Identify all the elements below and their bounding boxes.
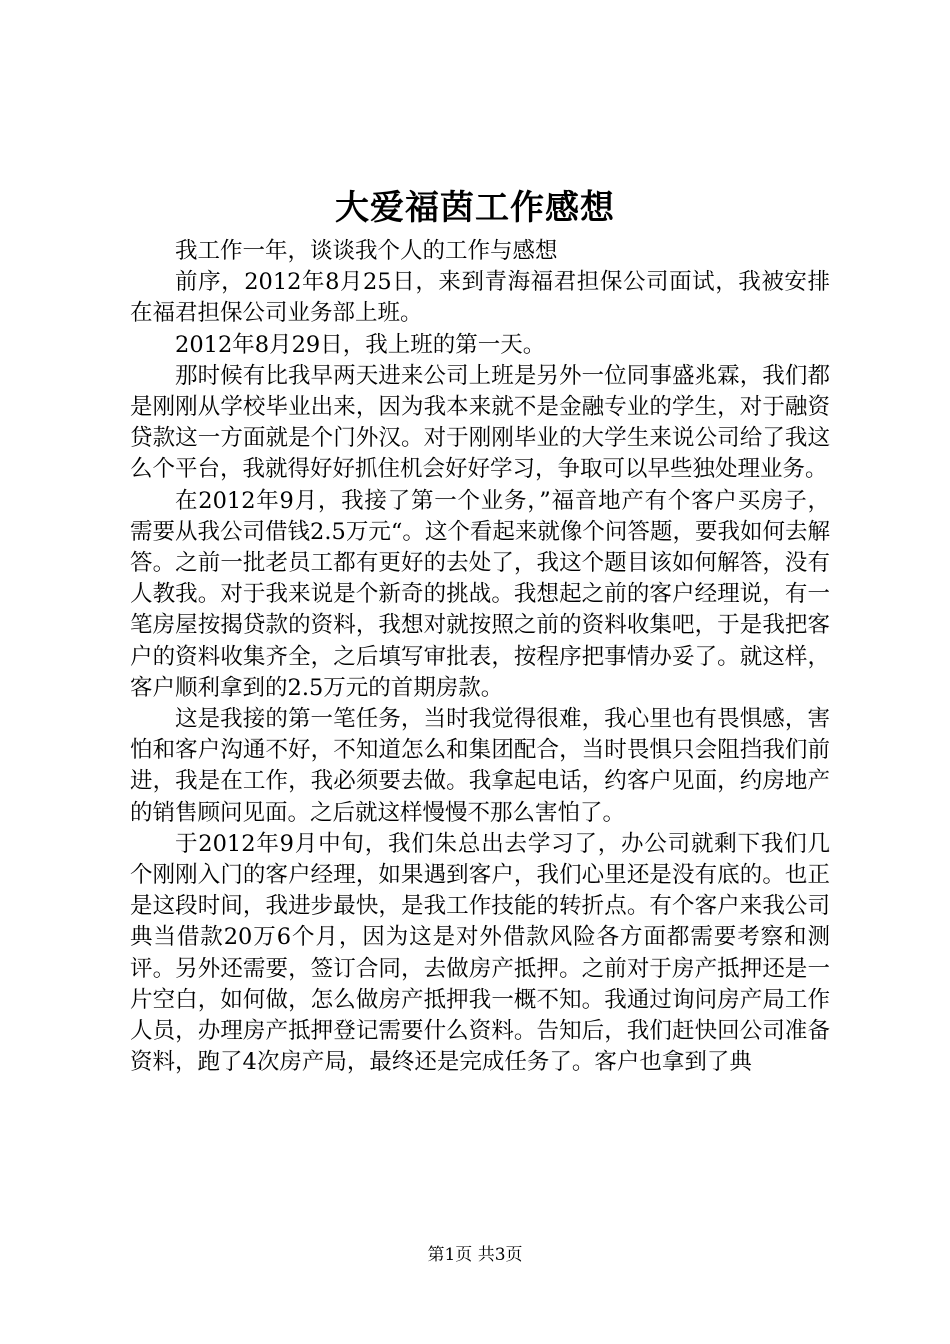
document-title: 大爱福茵工作感想 [335,188,615,228]
paragraph: 2012年8月29日，我上班的第一天。 [175,331,546,358]
paragraph: 在2012年9月，我接了第一个业务，”福音地产有个客户买房子，需要从我公司借钱2.5万元“。这个看起来就像个问答题，要我如何去解答。之前一批老员工都有更好的去处了，我这个题目该如何解答，没有人教我。对于我来说是个新奇的挑战。我想起之前的客户经理说，有一笔房屋按揭贷款的资料，我想对就按照之前的资料收集吧，于是我把客户的资料收集齐全，之后填写审批表，按程序把事情办妥了。就这样，客户顺利拿到的2.5万元的首期房款。 [130,487,830,701]
paragraph: 这是我接的第一笔任务，当时我觉得很难，我心里也有畏惧感，害怕和客户沟通不好，不知道怎么和集团配合，当时畏惧只会阻挡我们前进，我是在工作，我必须要去做。我拿起电话，约客户见面，约房地产的销售顾问见面。之后就这样慢慢不那么害怕了。 [130,706,830,826]
document-body [130,236,830,1078]
paragraph: 前序，2012年8月25日，来到青海福君担保公司面试，我被安排在福君担保公司业务部上班。 [130,269,830,327]
page-number-footer: 第1页 共3页 [427,1245,523,1265]
paragraph: 我工作一年，谈谈我个人的工作与感想 [175,238,558,264]
paragraph: 于2012年9月中旬，我们朱总出去学习了，办公司就剩下我们几个刚刚入门的客户经理，如果遇到客户，我们心里还是没有底的。也正是这段时间，我进步最快，是我工作技能的转折点。有个客户来我公司典当借款20万6个月，因为这是对外借款风险各方面都需要考察和测评。另外还需要，签订合同，去做房产抵押。之前对于房产抵押还是一片空白，如何做，怎么做房产抵押我一概不知。我通过询问房产局工作人员，办理房产抵押登记需要什么资料。告知后，我们赶快回公司准备资料，跑了4次房产局，最终还是完成任务了。客户也拿到了典 [130,830,830,1076]
paragraph: 那时候有比我早两天进来公司上班是另外一位同事盛兆霖，我们都是刚刚从学校毕业出来，因为我本来就不是金融专业的学生，对于融资贷款这一方面就是个门外汉。对于刚刚毕业的大学生来说公司给了我这么个平台，我就得好好抓住机会好好学习，争取可以早些独处理业务。 [130,362,830,483]
